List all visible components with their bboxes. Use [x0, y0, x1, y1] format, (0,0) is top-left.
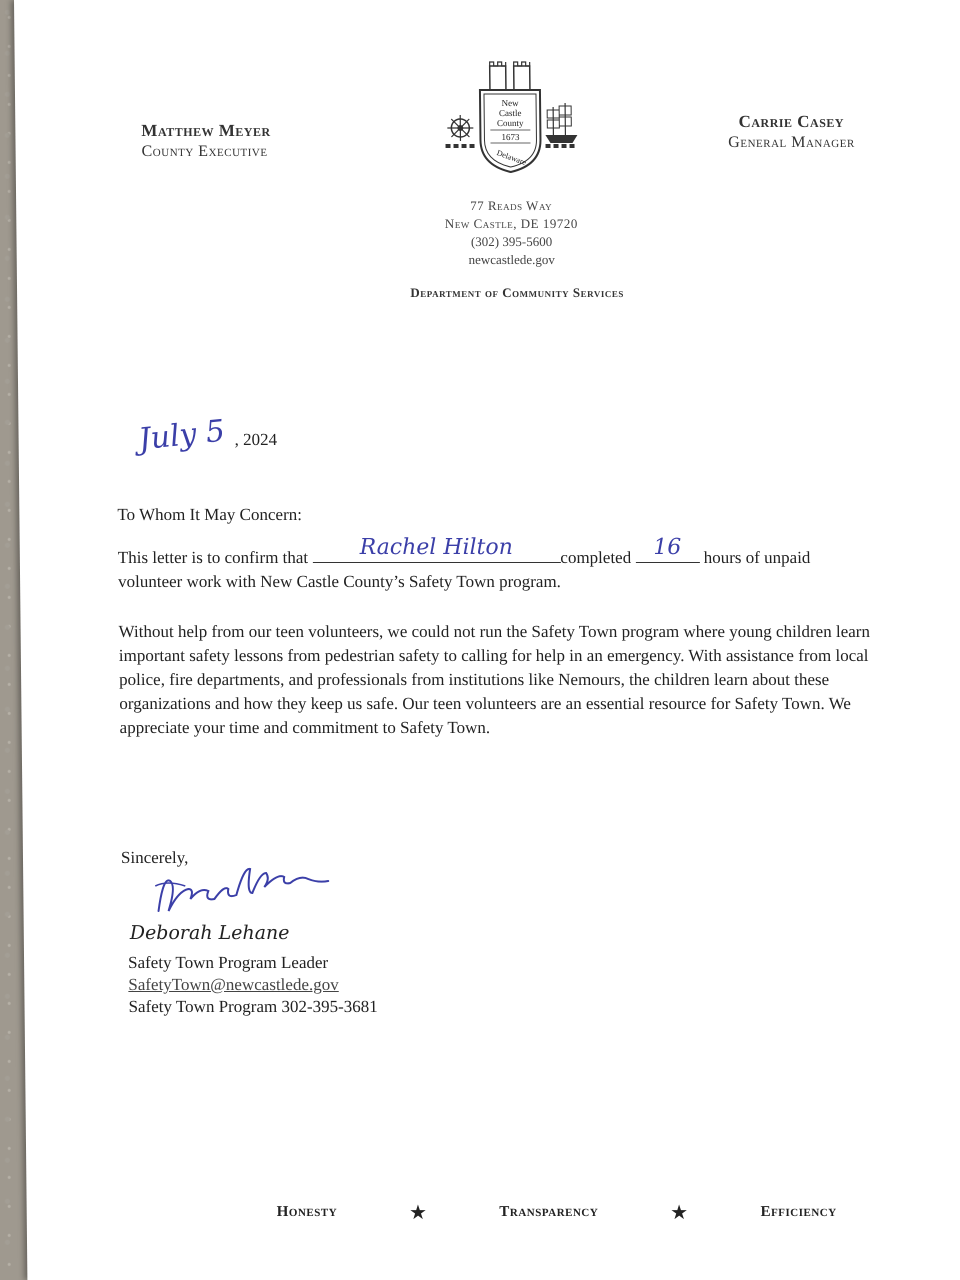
- svg-text:1673: 1673: [501, 132, 520, 142]
- signer-printed-name: Deborah Lehane: [129, 922, 290, 944]
- confirm-prefix: This letter is to confirm that: [117, 548, 309, 567]
- svg-text:County: County: [496, 118, 524, 128]
- svg-text:Castle: Castle: [498, 108, 522, 118]
- letter-page: [14, 0, 960, 1280]
- signer-email-link[interactable]: SafetyTown@newcastlede.gov: [128, 975, 339, 994]
- letter-date: [136, 413, 359, 468]
- county-executive-name: Matthew Meyer: [141, 121, 271, 140]
- address-city: New Castle, DE 19720: [444, 216, 578, 231]
- general-manager-title: General Manager: [728, 134, 855, 151]
- star-icon: ★: [408, 1202, 428, 1224]
- body-paragraph: Without help from our teen volunteers, we could not run the Safety Town program where young children learn important safety lessons from pedestrian safety to calling for help in an emergency. With assistance from local police, fire departments, and professionals from institutions like Nemours, the children learn about these organizations and how they keep us safe. Our teen volunteers are an essential resource for Safety Town. We appreciate your time and commitment to Safety Town.: [118, 622, 870, 737]
- footer-value-honesty: Honesty: [276, 1204, 338, 1220]
- address-website: newcastlede.gov: [468, 252, 555, 267]
- general-manager-name: Carrie Casey: [738, 112, 845, 131]
- county-executive-title: County Executive: [141, 143, 268, 160]
- date-year: , 2024: [234, 430, 278, 449]
- address-phone: (302) 395-5600: [470, 234, 553, 249]
- svg-text:New: New: [501, 98, 519, 108]
- hours-blank: [635, 535, 699, 563]
- signer-title: Safety Town Program Leader: [127, 953, 329, 972]
- footer-value-efficiency: Efficiency: [760, 1204, 837, 1220]
- confirmation-sentence: [117, 535, 879, 594]
- county-seal-logo: [435, 60, 586, 180]
- address-street: 77 Reads Way: [470, 198, 553, 213]
- general-manager-block: [711, 112, 871, 152]
- signer-phone: Safety Town Program 302-395-3681: [128, 997, 378, 1016]
- closing: Sincerely,: [120, 848, 189, 867]
- confirm-mid: completed: [560, 548, 632, 567]
- handwritten-date: July 5: [136, 413, 227, 458]
- volunteer-name: Rachel Hilton: [359, 535, 514, 560]
- signer-details: [128, 952, 378, 1018]
- confirm-suffix: hours of unpaid volunteer work with New Castle County’s Safety Town program.: [117, 548, 811, 591]
- star-icon: ★: [670, 1202, 689, 1224]
- volunteer-hours: 16: [653, 535, 682, 560]
- svg-text:Delaware: Delaware: [495, 148, 528, 168]
- county-address: [396, 197, 627, 269]
- salutation: To Whom It May Concern:: [117, 505, 303, 524]
- handwritten-signature: [153, 866, 354, 926]
- department-name: Department of Community Services: [410, 285, 624, 300]
- volunteer-name-blank: [312, 535, 560, 563]
- county-executive-block: [141, 121, 271, 161]
- footer-value-transparency: Transparency: [499, 1204, 599, 1220]
- footer-values: [277, 1200, 837, 1225]
